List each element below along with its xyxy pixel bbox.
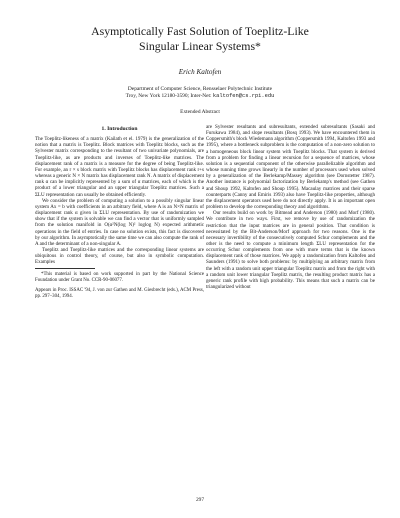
title-line-2: Singular Linear Systems* [139, 39, 261, 53]
affiliation-line-2 [0, 93, 400, 100]
author-email: kaltofen@cs.rpi.edu [212, 93, 275, 100]
paragraph: are Sylvester resultants and subresultants, extended subresultants (Sasaki and Furukawa 1984), and slope resultants (Bosq 1993). We have encountered them in Coppersmith's block Wiedemann algorithm (Coppersmith 1994, Kaltofen 1993 and 1995), where a bottleneck subproblem is the computation of a non-zero solution to a homogeneous block linear system with Toeplitz blocks. That system is derived from a problem for finding a linear recursion for a sequence of matrices, whose solution is a sequential component of the otherwise parallelizable algorithm and whose running time grows linearly in the number of processors used when solved by a generalization of the Berlekamp/Massey algorithm (see Dornstetter 1987). Another instance is polynomial factorization by Berlekamp's method (see Gathen and Shoup 1992, Kaltofen and Shoup 1995). Macaulay matrices and their sparse counterparts (Canny and Emiris 1993) also have Toeplitz-like properties, although the displacement operators used here do not directly apply. It is an important open problem to develop the corresponding theory and algorithms. [206, 124, 375, 211]
paragraph: We consider the problem of computing a solution to a possibly singular linear system Ax = b with coefficients in an arbitrary field, where A is an N×N matrix of displacement rank α given in ΣLU representation. By use of randomization we show that if the system is solvable we can find a vector that is uniformly sampled from the solution manifold in O(α²N(log N)² loglog N) expected arithmetic operations in the field of entries. In case no solution exists, this fact is discovered by our algorithm. In asymptotically the same time we can also compute the rank of A and the determinant of a non-singular A. [35, 197, 204, 247]
left-column [35, 124, 204, 300]
footnote: *This material is based on work supported in part by the National Science Foundation under Grant No. CCR-90-06077. [35, 272, 204, 284]
publication-note: Appears in Proc. ISSAC '94, J. von zur Gathen and M. Giesbrecht (eds.), ACM Press, pp. 297–304, 1994. [35, 288, 204, 300]
paragraph: The Toeplitz-likeness of a matrix (Kailath et el. 1979) is the generalization of the notion that a matrix is Toeplitz. Block matrices with Toeplitz blocks, such as the Sylvester matrix corresponding to the resultant of two univariate polynomials, are Toeplitz-like, as are products and inverses of Toeplitz-like matrices. The displacement rank of a matrix is a measure for the degree of being Toeplitz-like. For example, an r × s block matrix with Toeplitz blocks has displacement rank r+s whereas a generic N × N matrix has displacement rank N. A matrix of displacement rank α can be implicitly represented by a sum of α matrices, each of which is the product of a lower triangular and an upper triangular Toeplitz matrices. Such a ΣLU representation can usually be obtained efficiently. [35, 136, 204, 198]
paragraph: Toeplitz and Toeplitz-like matrices and the corresponding linear systems are ubiquitous in control theory, of course, but also in symbolic computation. Examples [35, 246, 204, 266]
section-title: 1. Introduction [101, 126, 138, 132]
right-column [206, 124, 375, 290]
abstract-label: Extended Abstract [180, 109, 220, 115]
paragraph: Our results build on work by Bitmead and Anderson (1980) and Morf (1980). We contribute in two ways. First, we remove by use of randomization the restriction that the input matrices are in general position. That condition is necessitated by the Bit-Anderson/Morf approach for two reasons. One is the necessary invertibility of the consecutively computed Schur complements and the other is the need to compute a minimum length ΣLU representation for the occurring Schur complements from one with more terms that is the known displacement rank of those matrices. We apply a randomization from Kaltofen and Saunders (1991) to solve both problems: by multiplying an arbitrary matrix from the left with a random unit upper triangular Toeplitz matrix and from the right with a random unit lower triangular Toeplitz matrix, the resulting product matrix has a generic rank profile with high probability. This means that such a matrix can be triangularized without [206, 210, 375, 291]
author-name: Erich Kaltofen [178, 68, 222, 76]
footnote-rule [35, 268, 95, 269]
page-number: 297 [195, 497, 205, 503]
affiliation-address: Troy, New York 12180-3590; Inter-Net: [125, 93, 213, 100]
affiliation-line-1: Department of Computer Science, Rensselaer Polytechnic Institute [127, 86, 273, 92]
affiliation [0, 86, 400, 100]
title-line-1: Asymptotically Fast Solution of Toeplitz-Like [91, 24, 309, 38]
paper-title [0, 24, 400, 54]
